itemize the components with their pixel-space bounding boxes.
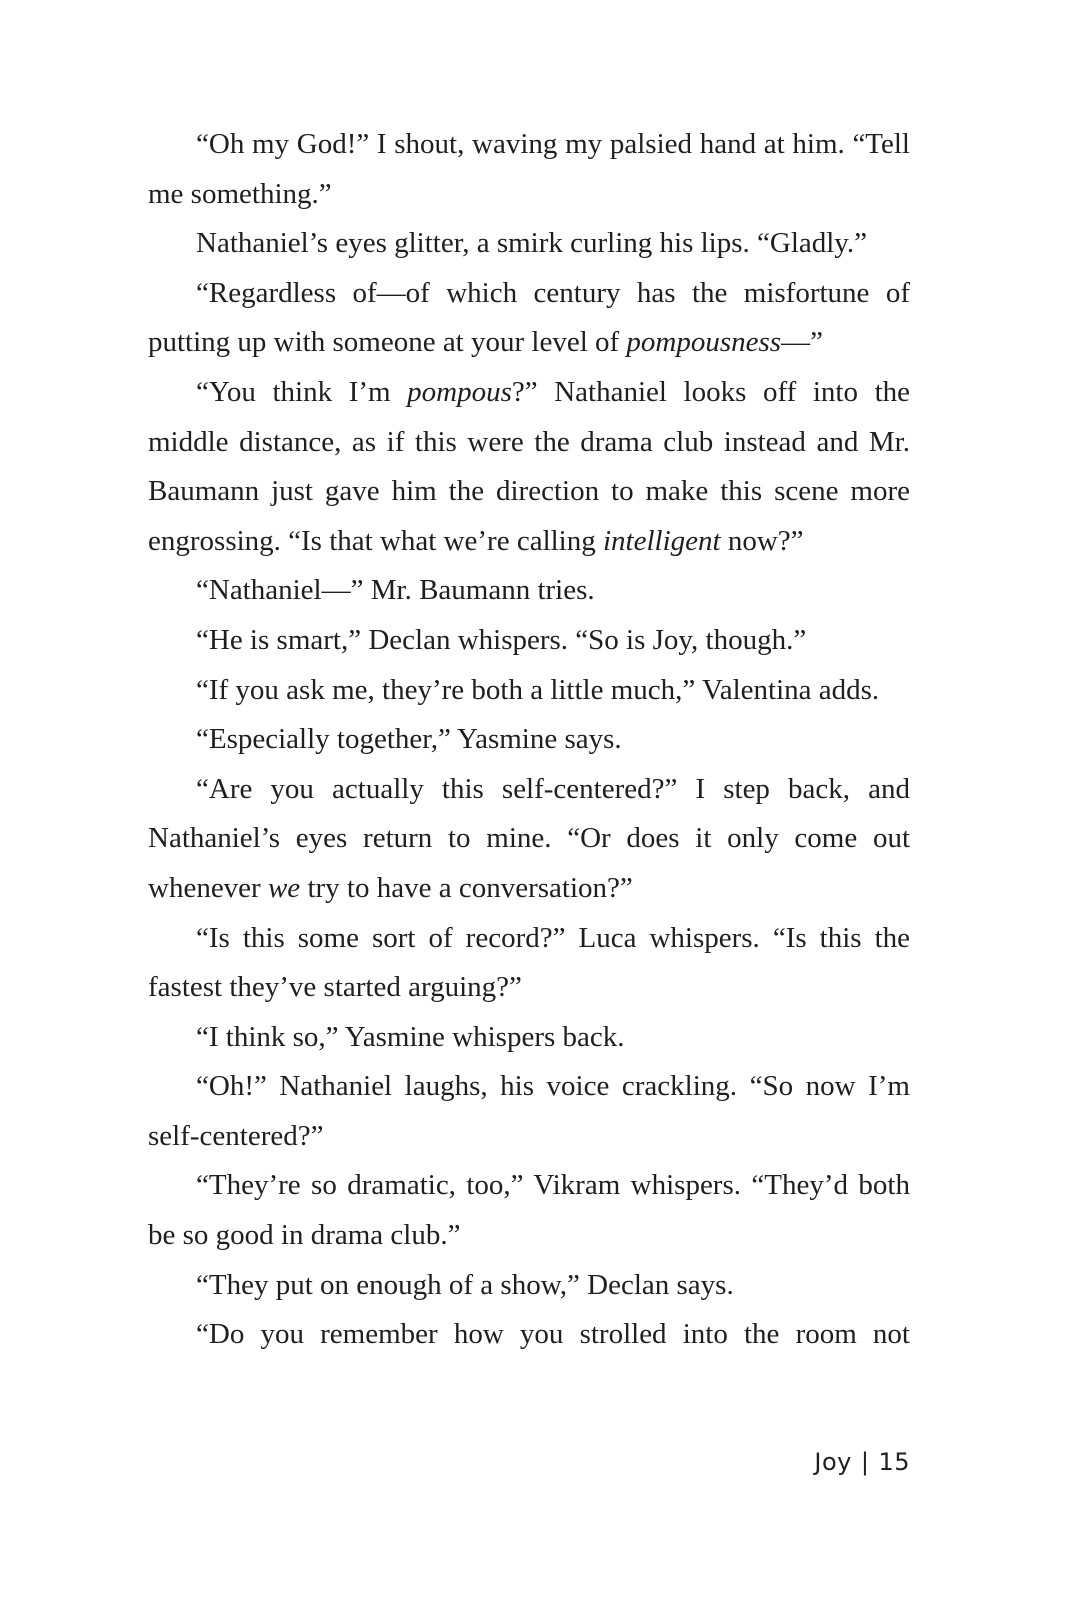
paragraph <box>148 120 910 219</box>
text-run: “Nathaniel—” Mr. Baumann tries. <box>196 574 595 607</box>
paragraph <box>148 616 910 666</box>
paragraph <box>148 666 910 716</box>
paragraph <box>148 219 910 269</box>
page-footer <box>814 1448 910 1476</box>
italic-text: intelligent <box>603 524 721 557</box>
paragraph <box>148 715 910 765</box>
text-run: —” <box>781 326 823 359</box>
italic-text: pompous <box>407 375 512 408</box>
text-run: “Oh my God!” I shout, waving my palsied hand at him. “Tell me something.” <box>148 128 910 210</box>
text-run: try to have a conversation?” <box>300 871 633 904</box>
text-run: “You think I’m <box>196 375 408 408</box>
text-run: now?” <box>720 524 804 557</box>
text-run: “Is this some sort of record?” Luca whispers. “Is this the fastest they’ve started arguing?” <box>148 921 910 1004</box>
running-head: Joy <box>814 1448 852 1476</box>
text-run: ?” Nathaniel looks off into the middle distance, as if this were the drama club instead and Mr. Baumann just gave him the direction to make this scene more engrossing. “Is that what we’re calling <box>148 375 910 557</box>
text-run: “He is smart,” Declan whispers. “So is Joy, though.” <box>196 623 807 656</box>
text-run: Nathaniel’s eyes glitter, a smirk curling his lips. “Gladly.” <box>196 227 868 260</box>
text-run: “If you ask me, they’re both a little much,” Valentina adds. <box>196 673 880 706</box>
italic-text: we <box>267 871 301 904</box>
paragraph <box>148 566 910 616</box>
text-run: “Are you actually this self-centered?” I step back, and Nathaniel’s eyes return to mine. “Or does it only come out whenever <box>148 772 910 904</box>
paragraph <box>148 1161 910 1260</box>
text-run: “Oh!” Nathaniel laughs, his voice crackling. “So now I’m self-centered?” <box>148 1070 910 1152</box>
paragraph <box>148 1261 910 1311</box>
text-run: “They put on enough of a show,” Declan says. <box>196 1268 734 1301</box>
footer-separator: | <box>860 1448 870 1476</box>
paragraph <box>148 269 910 368</box>
text-run: “I think so,” Yasmine whispers back. <box>196 1020 625 1053</box>
paragraph <box>148 914 910 1013</box>
paragraph <box>148 1062 910 1161</box>
text-run: “They’re so dramatic, too,” Vikram whispers. “They’d both be so good in drama club.” <box>148 1169 910 1252</box>
paragraph <box>148 1310 910 1360</box>
paragraph <box>148 368 910 566</box>
italic-text: pompousness <box>626 326 782 359</box>
text-run: “Especially together,” Yasmine says. <box>196 723 622 756</box>
paragraph <box>148 765 910 914</box>
paragraph <box>148 1013 910 1063</box>
body-text <box>148 120 910 1360</box>
text-run: “Do you remember how you strolled into the room not <box>196 1318 910 1351</box>
page-number: 15 <box>878 1448 910 1476</box>
text-run: “Regardless of—of which century has the misfortune of putting up with someone at your level of <box>148 276 910 359</box>
